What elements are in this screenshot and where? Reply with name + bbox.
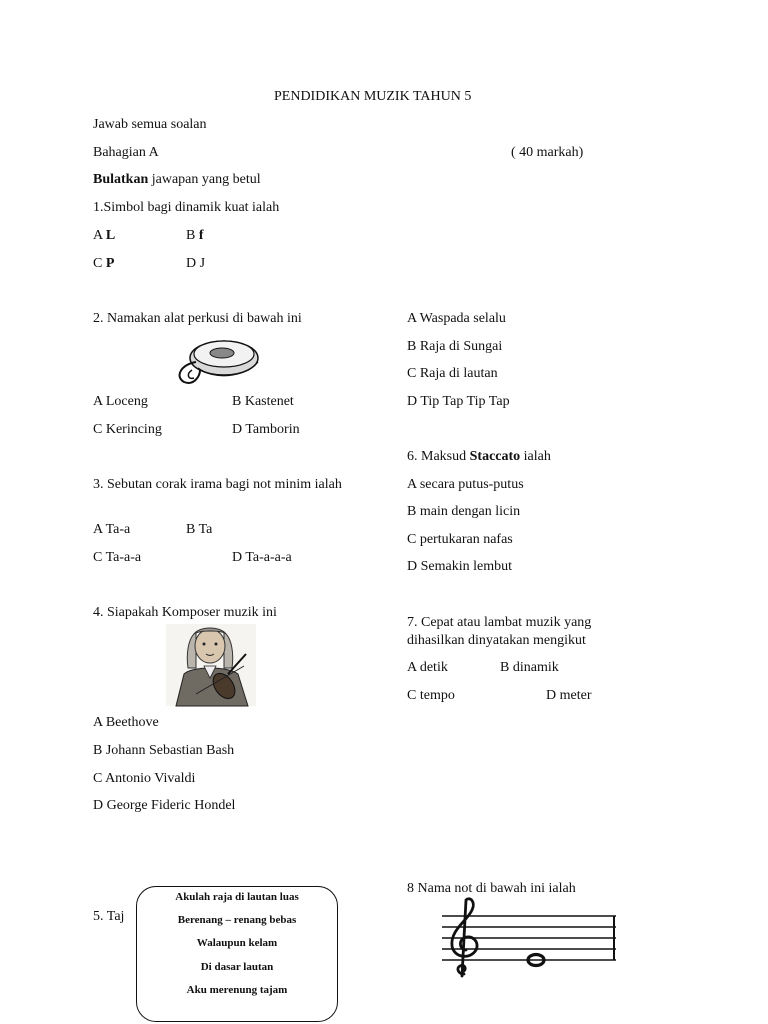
q6-suffix: ialah — [520, 449, 551, 464]
q5-option-d[interactable]: D Tip Tap Tip Tap — [407, 394, 510, 409]
q7-option-b[interactable]: B dinamik — [500, 660, 559, 675]
q6-text — [407, 448, 551, 465]
q4-option-c[interactable]: C Antonio Vivaldi — [93, 771, 196, 786]
q1-option-a[interactable] — [93, 227, 115, 244]
q7-option-c[interactable]: C tempo — [407, 688, 455, 703]
q6-prefix: 6. Maksud — [407, 449, 470, 464]
poem-line: Aku merenung tajam — [186, 984, 288, 996]
page-title: PENDIDIKAN MUZIK TAHUN 5 — [274, 89, 472, 104]
composer-portrait — [166, 624, 256, 706]
castanet-icon — [174, 334, 264, 388]
q3-option-a[interactable]: A Ta-a — [93, 522, 131, 537]
q1-text: 1.Simbol bagi dinamik kuat ialah — [93, 200, 280, 215]
q4-option-a[interactable]: A Beethove — [93, 715, 159, 730]
section-marks: ( 40 markah) — [511, 145, 584, 160]
q1-option-b[interactable] — [186, 227, 204, 244]
q6-option-b[interactable]: B main dengan licin — [407, 504, 521, 519]
poem-line: Berenang – renang bebas — [177, 914, 297, 926]
q2-option-a[interactable]: A Loceng — [93, 394, 148, 409]
q8-text: 8 Nama not di bawah ini ialah — [407, 881, 576, 896]
q3-option-b[interactable]: B Ta — [186, 522, 213, 537]
q5-option-c[interactable]: C Raja di lautan — [407, 366, 498, 381]
q6-bold: Staccato — [469, 449, 521, 464]
direction-rest: jawapan yang betul — [148, 172, 261, 187]
q5-option-b[interactable]: B Raja di Sungai — [407, 339, 503, 354]
q2-option-c[interactable]: C Kerincing — [93, 422, 162, 437]
q3-option-c[interactable]: C Ta-a-a — [93, 550, 142, 565]
q6-option-c[interactable]: C pertukaran nafas — [407, 532, 513, 547]
q4-option-d[interactable]: D George Fideric Hondel — [93, 798, 236, 813]
q5-option-a[interactable]: A Waspada selalu — [407, 311, 506, 326]
poem-box — [136, 886, 338, 1022]
q7-text-line2: dihasilkan dinyatakan mengikut — [407, 633, 586, 648]
q6-option-d[interactable]: D Semakin lembut — [407, 559, 512, 574]
q6-option-a[interactable]: A secara putus-putus — [407, 477, 524, 492]
q7-option-a[interactable]: A detik — [407, 660, 448, 675]
q1-c-prefix: C — [93, 256, 106, 271]
q5-text: 5. Taj — [93, 909, 125, 924]
poem-line: Walaupun kelam — [196, 937, 278, 949]
q1-a-val: L — [105, 228, 116, 243]
q4-option-b[interactable]: B Johann Sebastian Bash — [93, 743, 235, 758]
direction-bold: Bulatkan — [93, 172, 149, 187]
q4-text: 4. Siapakah Komposer muzik ini — [93, 605, 277, 620]
q3-text: 3. Sebutan corak irama bagi not minim ialah — [93, 477, 342, 492]
poem-line: Di dasar lautan — [200, 961, 274, 973]
treble-clef-staff-icon — [440, 896, 620, 980]
q1-b-val: f — [198, 228, 204, 243]
q2-text: 2. Namakan alat perkusi di bawah ini — [93, 311, 302, 326]
q7-option-d[interactable]: D meter — [546, 688, 592, 703]
instruction: Jawab semua soalan — [93, 117, 207, 132]
q1-b-prefix: B — [186, 228, 199, 243]
q1-option-d[interactable]: D J — [186, 256, 206, 271]
q3-option-d[interactable]: D Ta-a-a-a — [232, 550, 292, 565]
q2-option-d[interactable]: D Tamborin — [232, 422, 300, 437]
section-label: Bahagian A — [93, 145, 159, 160]
direction — [93, 171, 261, 188]
q2-option-b[interactable]: B Kastenet — [232, 394, 294, 409]
poem-line: Akulah raja di lautan luas — [175, 891, 299, 903]
q1-c-val: P — [105, 256, 115, 271]
q1-a-prefix: A — [93, 228, 106, 243]
q1-option-c[interactable] — [93, 255, 114, 272]
q7-text-line1: 7. Cepat atau lambat muzik yang — [407, 615, 592, 630]
